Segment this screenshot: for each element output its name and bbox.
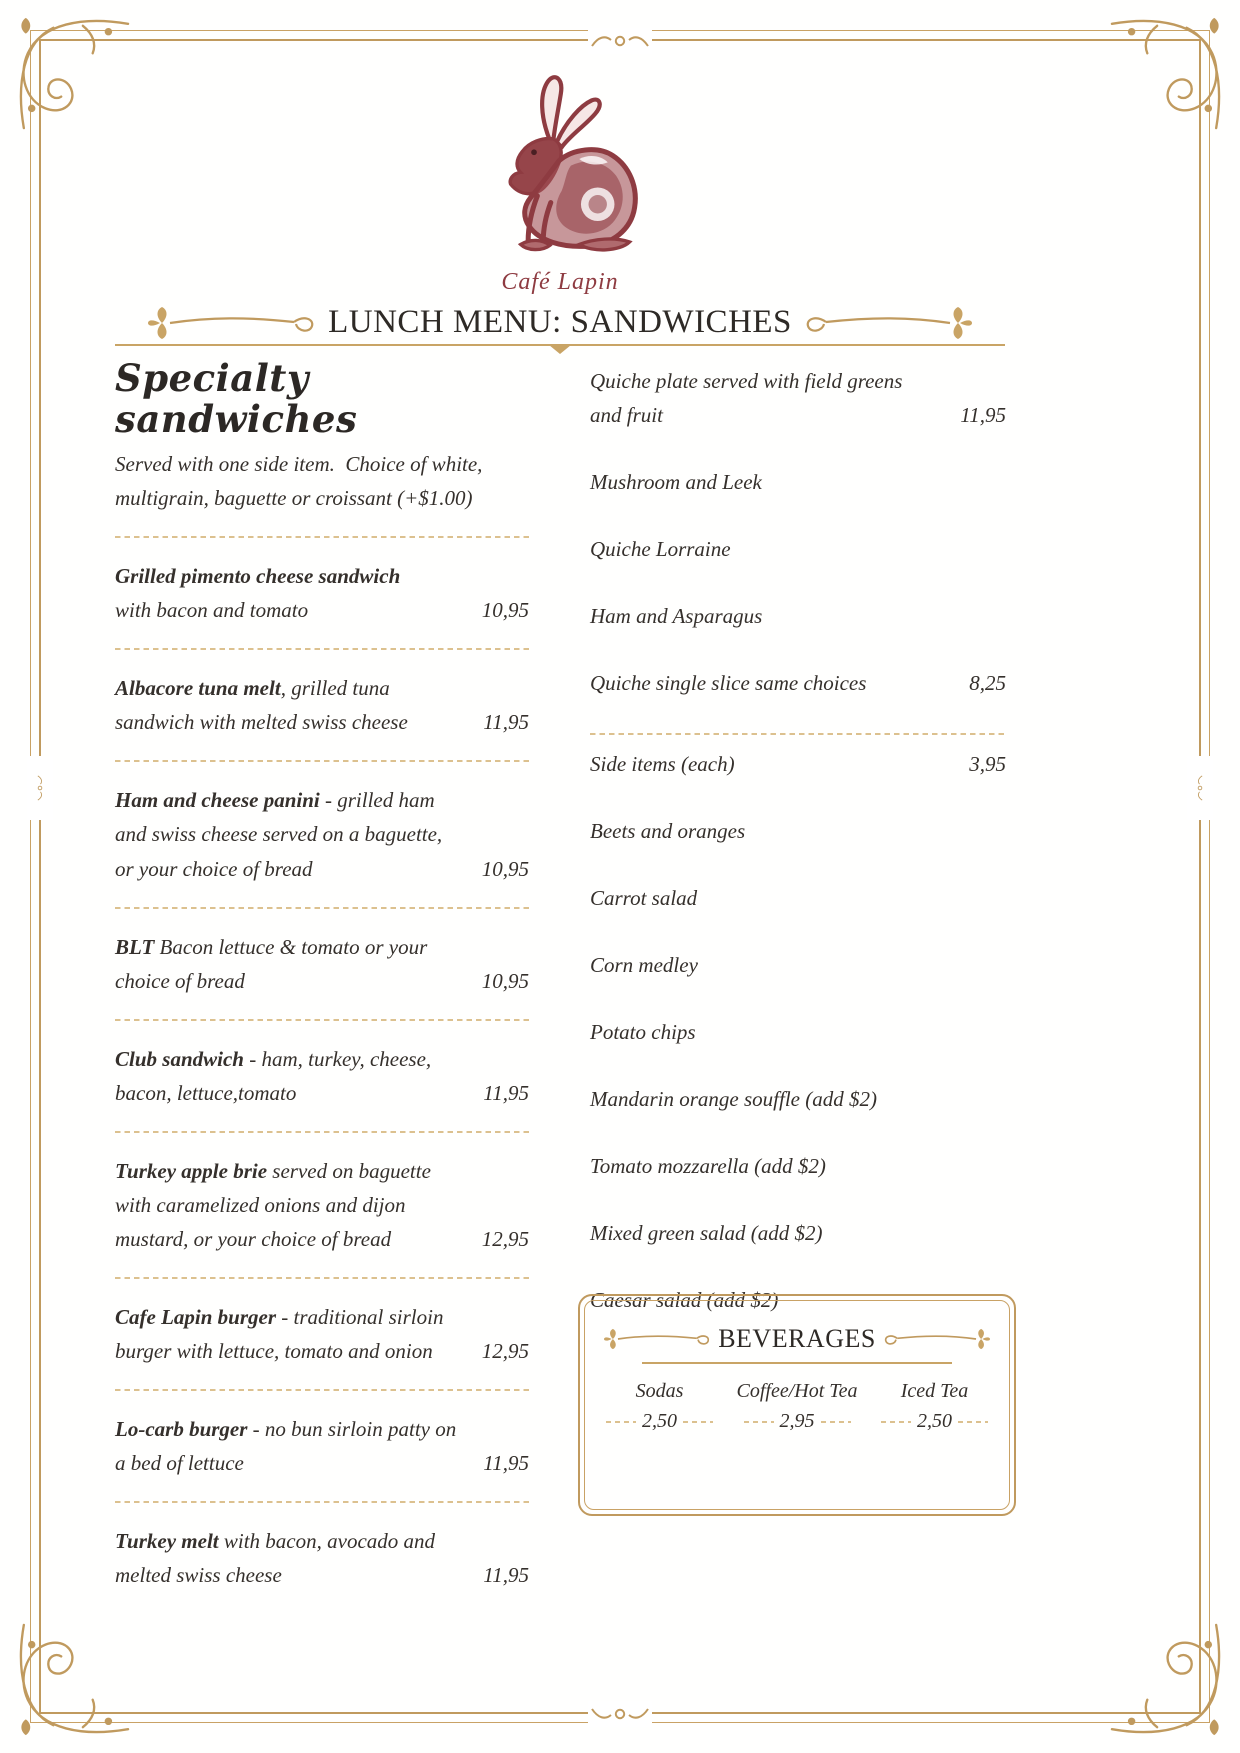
menu-item: [115, 559, 529, 627]
item-name: Turkey apple brie: [115, 1158, 268, 1183]
item-name: Side items (each): [590, 752, 735, 777]
item-name: Mandarin orange souffle (add $2): [590, 1087, 877, 1112]
item-name: Lo-carb burger: [115, 1416, 248, 1441]
page-title: LUNCH MENU: SANDWICHES: [328, 304, 792, 340]
menu-item: [590, 1082, 1006, 1116]
title-row: [115, 304, 1005, 341]
menu-item: [590, 599, 1006, 633]
item-name: Cafe Lapin burger: [115, 1304, 277, 1329]
item-price: 12,95: [481, 1226, 529, 1251]
corner-flourish-icon: [14, 1621, 132, 1739]
beverage-price: 2,50: [917, 1410, 952, 1432]
item-name: Ham and Asparagus: [590, 604, 763, 629]
beverage-price: 2,95: [779, 1410, 815, 1432]
item-name: Club sandwich: [115, 1046, 244, 1071]
item-name: Potato chips: [590, 1020, 696, 1045]
section-heading: Specialty sandwiches: [115, 356, 358, 441]
menu-item: [115, 1412, 529, 1480]
item-name: Quiche Lorraine: [590, 537, 731, 562]
corner-flourish-icon: [1108, 1621, 1226, 1739]
menu-item: [590, 666, 1006, 700]
item-name: Quiche plate served with field greens and fruit: [590, 369, 903, 428]
dashed-separator: [115, 907, 529, 909]
item-price: 10,95: [481, 968, 529, 993]
dashed-separator: [115, 1277, 529, 1279]
item-name: Albacore tuna melt: [115, 676, 281, 701]
beverage-price: 2,50: [642, 1410, 677, 1432]
corner-flourish-icon: [1108, 14, 1226, 132]
item-description: , grilled tuna sandwich with melted swiss cheese: [115, 676, 408, 735]
item-name: Grilled pimento cheese sandwich: [115, 564, 401, 589]
item-price: 12,95: [481, 1338, 529, 1363]
dashed-separator: [115, 1389, 529, 1391]
item-name: Mixed green salad (add $2): [590, 1221, 823, 1246]
menu-item: [115, 930, 529, 998]
item-name: Ham and cheese panini: [115, 788, 320, 813]
menu-item: [590, 948, 1006, 982]
edge-flourish-icon: [27, 756, 53, 820]
item-description: - grilled ham and swiss cheese served on a baguette, or your choice of bread: [115, 788, 443, 881]
item-name: Quiche single slice same choices: [590, 671, 867, 696]
beverage-name: Coffee/Hot Tea: [736, 1380, 858, 1402]
menu-item: [590, 1216, 1006, 1250]
item-description: served on baguette with caramelized onions and dijon mustard, or your choice of bread: [115, 1158, 431, 1251]
dashed-separator: [115, 760, 529, 762]
beverage-name: Iced Tea: [900, 1380, 969, 1402]
item-name: Tomato mozzarella (add $2): [590, 1154, 826, 1179]
dashed-separator: [115, 648, 529, 650]
menu-item: [590, 465, 1006, 499]
item-name: Mushroom and Leek: [590, 470, 762, 495]
dashed-separator: [115, 1131, 529, 1133]
section-intro: Served with one side item. Choice of white, multigrain, baguette or croissant (+$1.00): [115, 452, 483, 511]
header: [0, 68, 1120, 296]
dashed-separator: [115, 536, 529, 538]
menu-item: [115, 671, 529, 739]
specialty-sandwiches-section: [115, 358, 529, 1592]
item-name: Turkey melt: [115, 1528, 219, 1553]
edge-flourish-icon: [1187, 756, 1213, 820]
item-description: Bacon lettuce & tomato or your choice of bread: [115, 934, 428, 993]
beverages-flourish-icon: [882, 1327, 990, 1351]
item-price: 11,95: [483, 1562, 529, 1587]
item-description: with bacon and tomato: [115, 598, 309, 623]
quiche-and-sides-section: [590, 364, 1006, 1350]
menu-item: [590, 814, 1006, 848]
right-items: [590, 364, 1006, 1317]
item-name: Carrot salad: [590, 886, 698, 911]
menu-item: [115, 783, 529, 885]
rabbit-illustration: [472, 68, 648, 260]
beverage-name: Sodas: [635, 1380, 684, 1402]
beverages-box: [578, 1294, 1016, 1516]
item-description: - no bun sirloin patty on a bed of lettuce: [115, 1416, 457, 1475]
item-price: 11,95: [960, 403, 1006, 428]
menu-item: [115, 1300, 529, 1368]
item-description: - ham, turkey, cheese, bacon, lettuce,tomato: [115, 1046, 432, 1105]
title-flourish-icon: [148, 305, 318, 341]
edge-flourish-icon: [588, 1701, 652, 1727]
menu-item: [590, 532, 1006, 566]
left-items: [115, 536, 529, 1591]
menu-item: [115, 1042, 529, 1110]
brand-name: Café Lapin: [501, 269, 619, 295]
item-name: Beets and oranges: [590, 819, 746, 844]
edge-flourish-icon: [588, 28, 652, 54]
title-divider: [115, 344, 1005, 346]
menu-item: [115, 1524, 529, 1592]
item-price: 11,95: [483, 1080, 529, 1105]
menu-item: [115, 1154, 529, 1256]
menu-item: [590, 747, 1006, 781]
item-price: 10,95: [481, 856, 529, 881]
dashed-separator: [590, 733, 1006, 735]
menu-item: [590, 364, 1006, 432]
beverages-title: BEVERAGES: [718, 1324, 876, 1353]
item-description: with bacon, avocado and melted swiss cheese: [115, 1528, 436, 1587]
item-price: 11,95: [483, 710, 529, 735]
title-flourish-icon: [802, 305, 972, 341]
item-name: Corn medley: [590, 953, 698, 978]
menu-item: [590, 1015, 1006, 1049]
menu-item: [590, 1149, 1006, 1183]
dashed-separator: [115, 1501, 529, 1503]
item-price: 10,95: [481, 598, 529, 623]
item-name: BLT: [115, 934, 155, 959]
item-price: 11,95: [483, 1450, 529, 1475]
dashed-separator: [115, 1019, 529, 1021]
item-description: - traditional sirloin burger with lettuce, tomato and onion: [115, 1304, 444, 1363]
item-name: Caesar salad (add $2): [590, 1288, 779, 1313]
item-price: 8,25: [969, 671, 1006, 696]
item-price: 3,95: [969, 752, 1006, 777]
menu-item: [590, 881, 1006, 915]
